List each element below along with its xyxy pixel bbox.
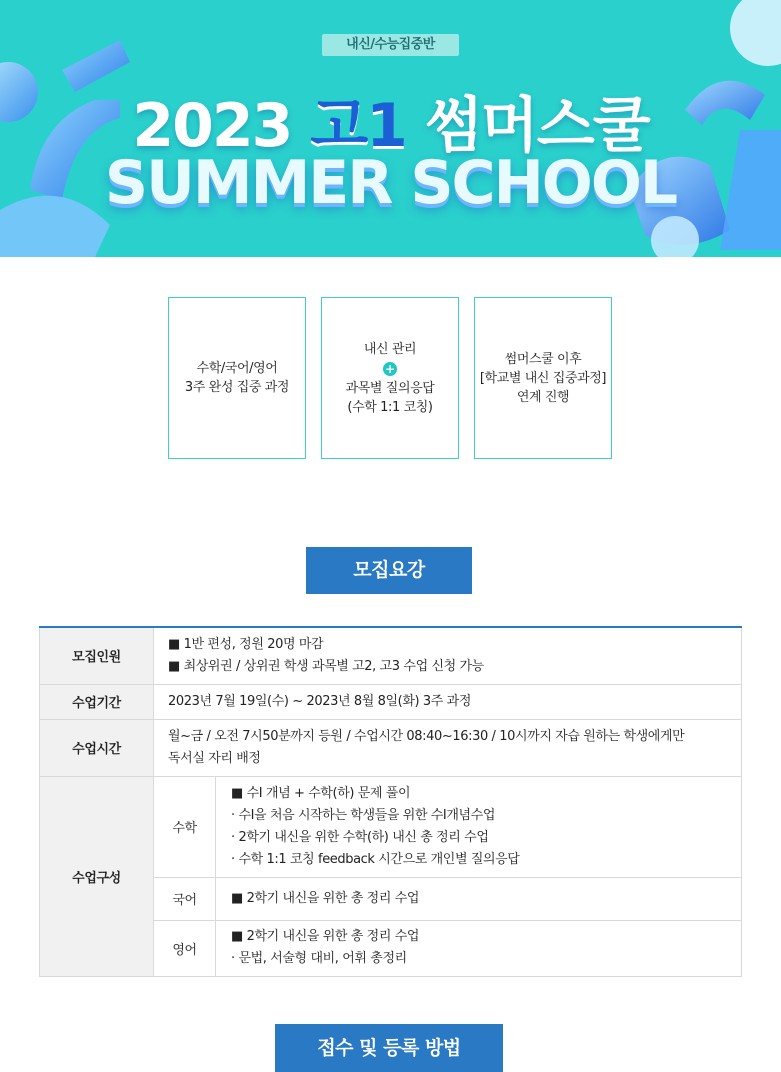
row-value-recruit (154, 627, 742, 684)
text-line: ■ 2학기 내신을 위한 총 정리 수업 (231, 890, 420, 906)
subject-label-english: 영어 (154, 920, 216, 976)
title-grade: 고1 (310, 91, 406, 161)
row-label-recruit: 모집인원 (40, 627, 154, 684)
subject-value-english (216, 920, 742, 976)
subject-value-korean (216, 877, 742, 920)
text-line: · 수학 1:1 코칭 feedback 시간으로 개인별 질의응답 (231, 851, 520, 867)
text-line: ■ 1반 편성, 정원 20명 마감 (168, 636, 324, 652)
table-row (40, 776, 742, 877)
feature-line: 3주 완성 집중 과정 (184, 380, 290, 395)
subject-label-korean: 국어 (154, 877, 216, 920)
feature-line: 연계 진행 (516, 389, 570, 405)
title-year: 2023 (132, 91, 292, 161)
feature-card-management (321, 297, 459, 459)
title-name: 썸머스쿨 (424, 91, 649, 161)
feature-card-followup (474, 297, 612, 459)
section-heading-recruitment: 모집요강 (306, 547, 472, 594)
row-value-time (154, 719, 742, 776)
row-label-period: 수업기간 (40, 684, 154, 719)
row-label-composition: 수업구성 (40, 776, 154, 976)
text-line: 2023년 7월 19일(수) ~ 2023년 8월 8일(화) 3주 과정 (168, 693, 471, 709)
row-value-period (154, 684, 742, 719)
table-row (40, 719, 742, 776)
text-line: ■ 2학기 내신을 위한 총 정리 수업 (231, 929, 420, 944)
banner-badge: 내신/수능집중반 (322, 34, 459, 56)
feature-line: 썸머스쿨 이후 (504, 351, 582, 367)
recruitment-table (39, 626, 742, 977)
feature-line: 내신 관리 (363, 341, 417, 357)
text-line: · 수Ⅰ을 처음 시작하는 학생들을 위한 수Ⅰ개념수업 (231, 807, 495, 823)
feature-card-subjects (168, 297, 306, 459)
feature-line: 수학/국어/영어 (196, 361, 278, 376)
text-line: · 문법, 서술형 대비, 어휘 총정리 (231, 951, 407, 966)
subject-value-math (216, 776, 742, 877)
feature-line: [학교별 내신 집중과정] (479, 370, 607, 386)
plus-icon: + (383, 362, 397, 376)
section-heading-registration: 접수 및 등록 방법 (275, 1024, 503, 1072)
table-row (40, 627, 742, 684)
text-line: · 2학기 내신을 위한 수학(하) 내신 총 정리 수업 (231, 829, 489, 845)
text-line: ■ 최상위권 / 상위권 학생 과목별 고2, 고3 수업 신청 가능 (168, 658, 484, 674)
feature-line: 과목별 질의응답 (345, 380, 435, 396)
row-label-time: 수업시간 (40, 719, 154, 776)
feature-line: (수학 1:1 코칭) (347, 399, 433, 415)
text-line: 독서실 자리 배정 (168, 750, 261, 766)
table-row (40, 684, 742, 719)
banner-title-english: SUMMER SCHOOL (104, 148, 677, 218)
hero-banner (0, 0, 781, 257)
text-line: 월~금 / 오전 7시50분까지 등원 / 수업시간 08:40~16:30 / 10시까지 자습 원하는 학생에게만 (168, 728, 685, 744)
subject-label-math: 수학 (154, 776, 216, 877)
text-line: ■ 수Ⅰ 개념 + 수학(하) 문제 풀이 (231, 785, 411, 801)
